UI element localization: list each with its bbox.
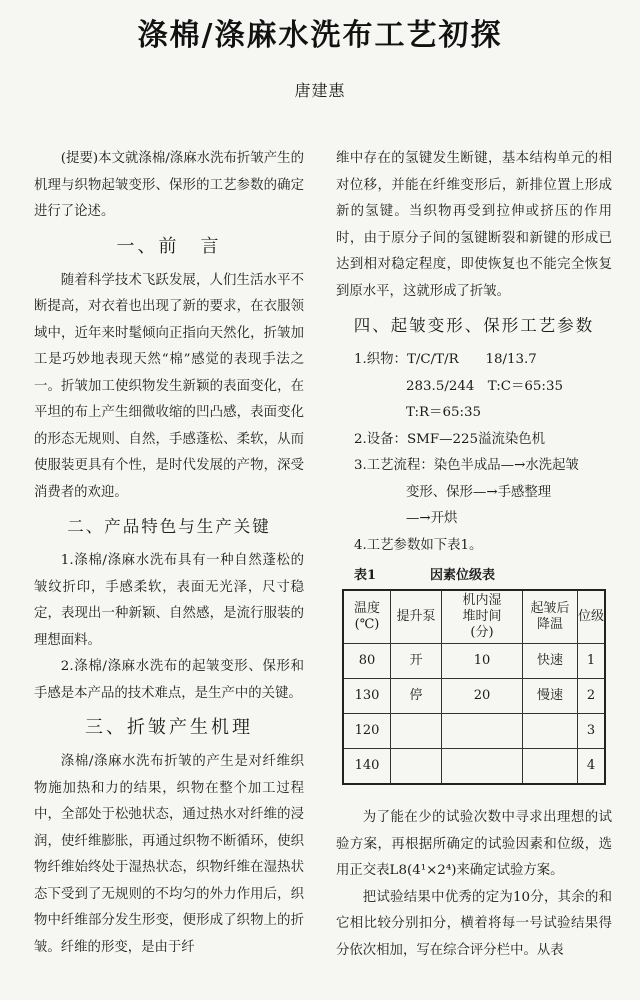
table-cell [523,749,578,785]
fabric-line-1: 1.织物：T/C/T/R 18/13.7 [354,352,537,367]
orthogonal-design-paragraph: 为了能在少的试验次数中寻求出理想的试验方案，再根据所确定的试验因素和位级，选用正交表L8(4¹×2⁴)来确定试验方案。 [336,810,612,878]
right-column [336,146,612,964]
feature-item-2: 2.涤棉/涤麻水洗布的起皱变形、保形和手感是本产品的技术难点，是生产中的关键。 [34,659,304,701]
table-cell [391,714,442,749]
table-cell: 慢速 [523,679,578,714]
fabric-line-3: T:R＝65:35 [406,405,482,420]
table-row [343,714,605,749]
table-header-cell: 提升泵 [391,590,442,644]
table-row [343,749,605,785]
intro-paragraph: 随着科学技术飞跃发展，人们生活水平不断提高，对衣着也出现了新的要求，在衣服领域中，近年来时髦倾向正指向天然化，折皱加工是巧妙地表现天然“棉”感觉的表现手法之一。折皱加工使织物发生新颖的表面变化，在平坦的布上产生细微收缩的凹凸感，表面变化的形态无规则、自然，手感蓬松、柔软，从而使服装更具有个性，是时代发展的产物，深受消费者的欢迎。 [34,272,304,500]
feature-item-1: 1.涤棉/涤麻水洗布具有一种自然蓬松的皱纹折印，手感柔软，表面无光泽，尺寸稳定，表现出一种新颖、自然感，是流行服装的理想面料。 [34,553,304,648]
fabric-line-2: 283.5/244 T:C＝65:35 [406,378,563,394]
article-title: 涤棉/涤麻水洗布工艺初探 [137,18,503,53]
scoring-paragraph: 把试验结果中优秀的定为10分，其余的和它相比较分别扣分，横着将每一号试验结果得分依次相加，写在综合评分栏中。从表 [336,889,612,958]
continued-paragraph: 维中存在的氢键发生断键，基本结构单元的相对位移，并能在纤维变形后，新排位置上形成新的氢键。当织物再受到拉伸或挤压的作用时，由于原分子间的氢键断裂和新键的形成已达到相对稳定程度，即使恢复也不能完全恢复到原水平，这就形成了折皱。 [336,151,612,299]
mechanism-paragraph: 涤棉/涤麻水洗布折皱的产生是对纤维织物施加热和力的结果，织物在整个加工过程中，全部处于松弛状态，通过热水对纤维的浸润，使纤维膨胀，再通过织物不断循环，使织物纤维始终处于湿热状态，织物纤维在湿热状态下受到了无规则的不均匀的外力作用后，织物中纤维部分发生形变，便形成了织物上的折皱。纤维的形变，是由于纤 [34,754,304,955]
table-cell: 140 [343,749,391,785]
table-header-cell: 起皱后 降温 [523,590,578,644]
parameters-line: 4.工艺参数如下表1。 [354,537,483,553]
table-cell: 停 [391,679,442,714]
table-row [343,679,605,714]
table-row [343,644,605,679]
table-cell: 3 [578,714,606,749]
author-name: 唐建惠 [294,81,346,100]
table-cell [523,714,578,749]
process-line-1: 3.工艺流程：染色半成品—→水洗起皱 [354,458,579,473]
table-cell [391,749,442,785]
table-header-row [343,590,605,644]
abstract-paragraph: (提要)本文就涤棉/涤麻水洗布折皱产生的机理与织物起皱变形、保形的工艺参数的确定进行了论述。 [34,151,304,219]
table-label: 表1 [354,568,377,583]
table-title: 因素位级表 [430,568,496,583]
table-cell: 2 [578,679,606,714]
section-heading-mechanism: 三、折皱产生机理 [85,717,253,738]
table-spacer [336,785,612,805]
table-cell: 80 [343,644,391,679]
table-cell [442,714,523,749]
section-heading-intro: 一、前 言 [116,235,222,257]
table-cell: 10 [442,644,523,679]
table-header-cell: 机内湿 堆时间 (分) [442,590,523,644]
table-cell: 4 [578,749,606,785]
table-cell: 120 [343,714,391,749]
table-cell: 20 [442,679,523,714]
section-heading-parameters: 四、起皱变形、保形工艺参数 [353,316,595,335]
table-cell: 1 [578,644,606,679]
table-cell: 开 [391,644,442,679]
table-caption [336,567,612,585]
process-line-2: 变形、保形—→手感整理 [406,484,552,500]
process-line-3: —→开烘 [406,511,458,526]
left-column [34,146,304,961]
table-cell: 130 [343,679,391,714]
table-cell: 快速 [523,644,578,679]
section-heading-features: 二、产品特色与生产关键 [67,517,271,536]
table-header-cell: 位级 [578,590,606,644]
equipment-line: 2.设备：SMF—225溢流染色机 [354,431,546,447]
table-header-cell: 温度 (℃) [343,590,391,644]
factor-level-table [342,589,606,785]
table-cell [442,749,523,785]
